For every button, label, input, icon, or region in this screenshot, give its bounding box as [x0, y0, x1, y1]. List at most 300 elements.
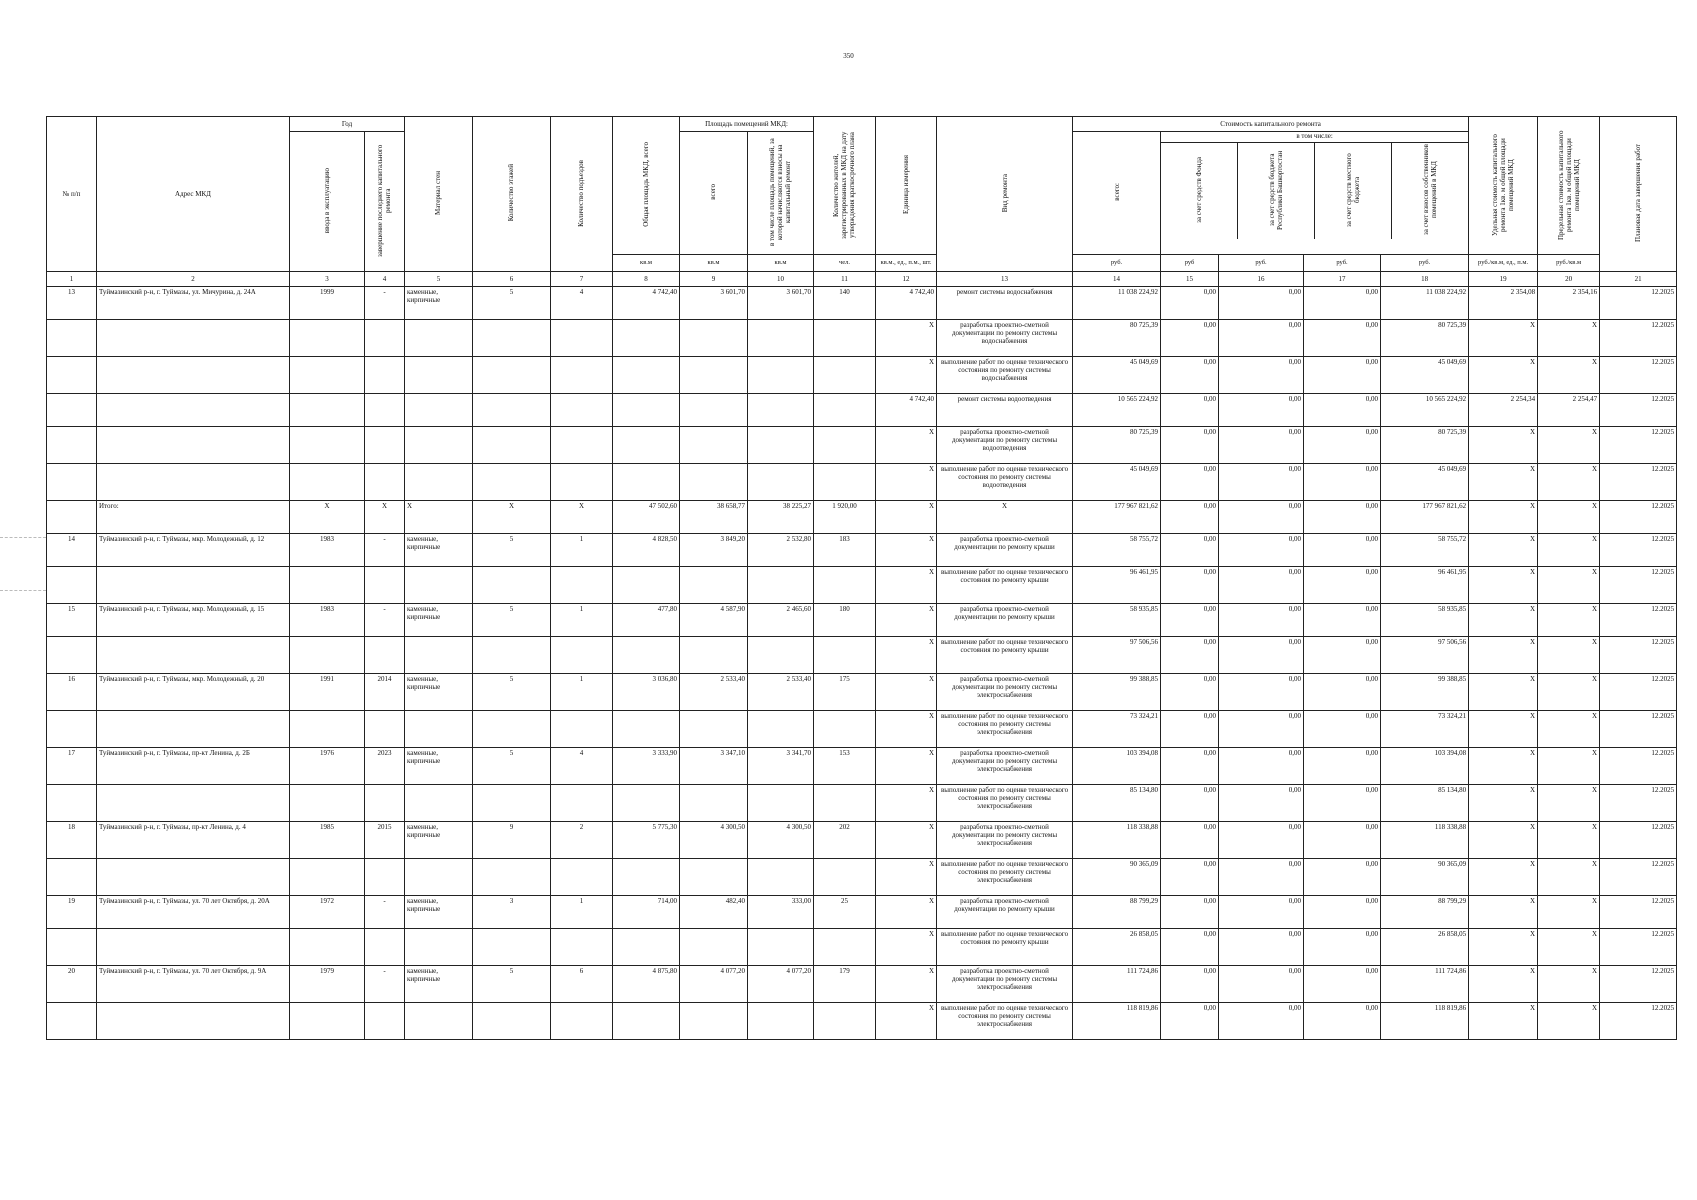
- max-cost-cell: X: [1538, 320, 1600, 357]
- entrances-cell: 1: [551, 604, 613, 637]
- cost-owners-cell: 111 724,86: [1381, 966, 1469, 1003]
- cost-local-cell: 0,00: [1304, 1003, 1381, 1040]
- header-cost-owners: за счет взносов собственников помещений в МКД: [1421, 144, 1438, 236]
- year-commission-cell: [290, 427, 365, 464]
- specific-cost-cell: X: [1469, 357, 1538, 394]
- year-last-repair-cell: [365, 357, 405, 394]
- cost-local-cell: 0,00: [1304, 501, 1381, 534]
- quantity-cell: X: [876, 320, 937, 357]
- wall-material-cell: каменные, кирпичные: [405, 287, 473, 320]
- column-number: 15: [1161, 272, 1219, 287]
- year-last-repair-cell: -: [365, 896, 405, 929]
- address-cell: Туймазинский р-н, г. Туймазы, мкр. Молодежный, д. 12: [97, 534, 290, 567]
- header-year-group: Год: [290, 117, 405, 132]
- address-cell: [97, 929, 290, 966]
- floors-cell: 3: [473, 896, 551, 929]
- quantity-cell: X: [876, 674, 937, 711]
- repair-type-cell: разработка проектно-сметной документации по ремонту системы электроснабжения: [937, 966, 1073, 1003]
- entrances-cell: 2: [551, 822, 613, 859]
- premises-total-cell: 4 077,20: [680, 966, 748, 1003]
- total-area-cell: [613, 1003, 680, 1040]
- column-number: 3: [290, 272, 365, 287]
- floors-cell: 5: [473, 966, 551, 1003]
- table-row: [47, 711, 1677, 748]
- row-number-cell: [47, 859, 97, 896]
- table-row: [47, 287, 1677, 320]
- entrances-cell: [551, 859, 613, 896]
- row-number-cell: [47, 567, 97, 604]
- year-commission-cell: [290, 859, 365, 896]
- row-number-cell: [47, 394, 97, 427]
- header-floors: Количество этажей: [473, 117, 551, 272]
- quantity-cell: X: [876, 427, 937, 464]
- quantity-cell: X: [876, 896, 937, 929]
- scan-artifact-line: [0, 590, 46, 591]
- residents-cell: [814, 357, 876, 394]
- header-wall-material: Материал стен: [405, 117, 473, 272]
- wall-material-cell: [405, 427, 473, 464]
- premises-incl-cell: 4 300,50: [748, 822, 814, 859]
- table-row: [47, 464, 1677, 501]
- column-number: 20: [1538, 272, 1600, 287]
- floors-cell: [473, 357, 551, 394]
- cost-local-cell: 0,00: [1304, 637, 1381, 674]
- address-cell: Туймазинский р-н, г. Туймазы, мкр. Молодежный, д. 15: [97, 604, 290, 637]
- cost-owners-cell: 26 858,05: [1381, 929, 1469, 966]
- cost-total-cell: 97 506,56: [1073, 637, 1161, 674]
- total-area-cell: [613, 567, 680, 604]
- wall-material-cell: [405, 357, 473, 394]
- header-cost-fund: за счет средств Фонда: [1161, 143, 1238, 239]
- header-cost-local: за счет средств местного бюджета: [1315, 143, 1392, 239]
- planned-date-cell: 12.2025: [1600, 785, 1677, 822]
- column-number: 12: [876, 272, 937, 287]
- premises-incl-cell: 3 601,70: [748, 287, 814, 320]
- repair-type-cell: выполнение работ по оценке технического состояния по ремонту крыши: [937, 567, 1073, 604]
- total-area-cell: [613, 637, 680, 674]
- row-number-cell: [47, 357, 97, 394]
- wall-material-cell: [405, 711, 473, 748]
- cost-fund-cell: 0,00: [1161, 357, 1219, 394]
- specific-cost-cell: X: [1469, 1003, 1538, 1040]
- cost-owners-cell: 103 394,08: [1381, 748, 1469, 785]
- specific-cost-cell: X: [1469, 929, 1538, 966]
- residents-cell: 183: [814, 534, 876, 567]
- entrances-cell: [551, 711, 613, 748]
- cost-local-cell: 0,00: [1304, 567, 1381, 604]
- specific-cost-cell: X: [1469, 637, 1538, 674]
- premises-incl-cell: 3 341,70: [748, 748, 814, 785]
- cost-local-cell: 0,00: [1304, 822, 1381, 859]
- quantity-cell: X: [876, 357, 937, 394]
- quantity-cell: X: [876, 464, 937, 501]
- column-number: 10: [748, 272, 814, 287]
- wall-material-cell: каменные, кирпичные: [405, 822, 473, 859]
- repair-type-cell: выполнение работ по оценке технического состояния по ремонту крыши: [937, 929, 1073, 966]
- planned-date-cell: 12.2025: [1600, 966, 1677, 1003]
- premises-incl-cell: [748, 637, 814, 674]
- premises-total-cell: 3 347,10: [680, 748, 748, 785]
- cost-local-cell: 0,00: [1304, 357, 1381, 394]
- residents-cell: 180: [814, 604, 876, 637]
- premises-total-cell: [680, 785, 748, 822]
- cost-total-cell: 90 365,09: [1073, 859, 1161, 896]
- cost-republic-cell: 0,00: [1219, 394, 1304, 427]
- max-cost-cell: X: [1538, 501, 1600, 534]
- premises-incl-cell: 2 532,80: [748, 534, 814, 567]
- max-cost-cell: X: [1538, 785, 1600, 822]
- column-number: 18: [1381, 272, 1469, 287]
- table-row: [47, 785, 1677, 822]
- table-row: [47, 1003, 1677, 1040]
- repair-type-cell: разработка проектно-сметной документации по ремонту системы электроснабжения: [937, 674, 1073, 711]
- wall-material-cell: [405, 785, 473, 822]
- address-cell: [97, 567, 290, 604]
- cost-local-cell: 0,00: [1304, 287, 1381, 320]
- cost-fund-cell: 0,00: [1161, 604, 1219, 637]
- cost-local-cell: 0,00: [1304, 320, 1381, 357]
- residents-cell: 140: [814, 287, 876, 320]
- repair-type-cell: выполнение работ по оценке технического состояния по ремонту крыши: [937, 637, 1073, 674]
- wall-material-cell: X: [405, 501, 473, 534]
- year-commission-cell: 1983: [290, 534, 365, 567]
- table-row: [47, 567, 1677, 604]
- cost-republic-cell: 0,00: [1219, 637, 1304, 674]
- cost-republic-cell: 0,00: [1219, 501, 1304, 534]
- quantity-cell: X: [876, 711, 937, 748]
- column-number: 5: [405, 272, 473, 287]
- wall-material-cell: каменные, кирпичные: [405, 674, 473, 711]
- max-cost-cell: X: [1538, 427, 1600, 464]
- premises-total-cell: 3 601,70: [680, 287, 748, 320]
- wall-material-cell: [405, 394, 473, 427]
- cost-owners-cell: 99 388,85: [1381, 674, 1469, 711]
- row-number-cell: 14: [47, 534, 97, 567]
- floors-cell: 5: [473, 287, 551, 320]
- premises-incl-cell: [748, 1003, 814, 1040]
- specific-cost-cell: X: [1469, 785, 1538, 822]
- address-cell: Итого:: [97, 501, 290, 534]
- cost-local-cell: 0,00: [1304, 394, 1381, 427]
- cost-local-cell: 0,00: [1304, 859, 1381, 896]
- premises-total-cell: [680, 929, 748, 966]
- table-row: [47, 966, 1677, 1003]
- cost-owners-cell: 118 338,88: [1381, 822, 1469, 859]
- cost-local-cell: 0,00: [1304, 534, 1381, 567]
- cost-fund-cell: 0,00: [1161, 896, 1219, 929]
- year-commission-cell: [290, 711, 365, 748]
- specific-cost-cell: X: [1469, 567, 1538, 604]
- header-repair-type: Вид ремонта: [937, 117, 1073, 272]
- floors-cell: [473, 320, 551, 357]
- wall-material-cell: [405, 929, 473, 966]
- year-commission-cell: 1976: [290, 748, 365, 785]
- total-area-cell: 3 036,80: [613, 674, 680, 711]
- cost-owners-cell: 177 967 821,62: [1381, 501, 1469, 534]
- address-cell: [97, 464, 290, 501]
- address-cell: [97, 320, 290, 357]
- premises-incl-cell: [748, 859, 814, 896]
- residents-cell: [814, 1003, 876, 1040]
- max-cost-cell: X: [1538, 966, 1600, 1003]
- repair-type-cell: разработка проектно-сметной документации по ремонту крыши: [937, 534, 1073, 567]
- repair-type-cell: разработка проектно-сметной документации по ремонту системы водоснабжения: [937, 320, 1073, 357]
- cost-local-cell: 0,00: [1304, 748, 1381, 785]
- address-cell: [97, 711, 290, 748]
- column-number: 21: [1600, 272, 1677, 287]
- year-last-repair-cell: [365, 859, 405, 896]
- max-cost-cell: X: [1538, 929, 1600, 966]
- header-specific-cost: Удельная стоимость капитального ремонта 1кв. м общей площади помещений МКД: [1469, 117, 1538, 255]
- repair-type-cell: выполнение работ по оценке технического состояния по ремонту системы электроснабжения: [937, 785, 1073, 822]
- cost-fund-cell: 0,00: [1161, 427, 1219, 464]
- table-row: [47, 748, 1677, 785]
- year-commission-cell: X: [290, 501, 365, 534]
- cost-fund-cell: 0,00: [1161, 534, 1219, 567]
- row-number-cell: [47, 320, 97, 357]
- year-commission-cell: [290, 1003, 365, 1040]
- max-cost-cell: 2 354,16: [1538, 287, 1600, 320]
- address-cell: Туймазинский р-н, г. Туймазы, пр-кт Ленина, д. 4: [97, 822, 290, 859]
- repair-type-cell: разработка проектно-сметной документации по ремонту крыши: [937, 604, 1073, 637]
- entrances-cell: [551, 637, 613, 674]
- floors-cell: [473, 637, 551, 674]
- residents-cell: [814, 394, 876, 427]
- cost-republic-cell: 0,00: [1219, 711, 1304, 748]
- residents-cell: [814, 711, 876, 748]
- entrances-cell: 6: [551, 966, 613, 1003]
- premises-total-cell: [680, 859, 748, 896]
- column-number: 13: [937, 272, 1073, 287]
- header-planned-date: Плановая дата завершения работ: [1600, 117, 1677, 272]
- table-row: [47, 822, 1677, 859]
- address-cell: [97, 637, 290, 674]
- cost-total-cell: 118 338,88: [1073, 822, 1161, 859]
- specific-cost-cell: X: [1469, 427, 1538, 464]
- residents-cell: [814, 785, 876, 822]
- repair-type-cell: X: [937, 501, 1073, 534]
- entrances-cell: [551, 567, 613, 604]
- cost-fund-cell: 0,00: [1161, 287, 1219, 320]
- cost-owners-cell: 97 506,56: [1381, 637, 1469, 674]
- premises-total-cell: 4 300,50: [680, 822, 748, 859]
- quantity-cell: 4 742,40: [876, 287, 937, 320]
- header-year-last-repair: завершение последнего капитального ремонта: [365, 132, 405, 272]
- scan-artifact-line: [0, 537, 46, 538]
- row-number-cell: [47, 1003, 97, 1040]
- row-number-cell: [47, 501, 97, 534]
- cost-republic-cell: 0,00: [1219, 859, 1304, 896]
- header-residents: Количество жителей, зарегистрированных в МКД на дату утверждения краткосрочного плана: [814, 117, 876, 255]
- cost-owners-cell: 73 324,21: [1381, 711, 1469, 748]
- column-number: 11: [814, 272, 876, 287]
- table-row: [47, 427, 1677, 464]
- entrances-cell: 1: [551, 534, 613, 567]
- cost-fund-cell: 0,00: [1161, 966, 1219, 1003]
- total-area-cell: 5 775,30: [613, 822, 680, 859]
- address-cell: [97, 785, 290, 822]
- cost-local-cell: 0,00: [1304, 929, 1381, 966]
- planned-date-cell: 12.2025: [1600, 822, 1677, 859]
- column-number: 8: [613, 272, 680, 287]
- cost-republic-cell: 0,00: [1219, 320, 1304, 357]
- column-number: 14: [1073, 272, 1161, 287]
- premises-total-cell: [680, 1003, 748, 1040]
- cost-fund-cell: 0,00: [1161, 501, 1219, 534]
- floors-cell: [473, 394, 551, 427]
- cost-fund-cell: 0,00: [1161, 320, 1219, 357]
- row-number-cell: [47, 929, 97, 966]
- year-last-repair-cell: [365, 785, 405, 822]
- year-commission-cell: [290, 785, 365, 822]
- entrances-cell: [551, 1003, 613, 1040]
- header-premises-incl: в том числе площадь помещений, за которой начисляются взносы на капитальный ремонт: [748, 132, 814, 255]
- premises-incl-cell: [748, 464, 814, 501]
- cost-local-cell: 0,00: [1304, 785, 1381, 822]
- cost-republic-cell: 0,00: [1219, 748, 1304, 785]
- cost-owners-cell: 80 725,39: [1381, 320, 1469, 357]
- cost-owners-cell: 58 755,72: [1381, 534, 1469, 567]
- specific-cost-cell: 2 254,34: [1469, 394, 1538, 427]
- residents-cell: [814, 567, 876, 604]
- max-cost-cell: X: [1538, 1003, 1600, 1040]
- planned-date-cell: 12.2025: [1600, 748, 1677, 785]
- repair-type-cell: выполнение работ по оценке технического состояния по ремонту системы водоотведения: [937, 464, 1073, 501]
- planned-date-cell: 12.2025: [1600, 859, 1677, 896]
- total-area-cell: 4 875,80: [613, 966, 680, 1003]
- row-number-cell: 18: [47, 822, 97, 859]
- header-cost-total: всего:: [1073, 132, 1161, 255]
- row-number-cell: 16: [47, 674, 97, 711]
- entrances-cell: [551, 929, 613, 966]
- table-row: [47, 604, 1677, 637]
- cost-fund-cell: 0,00: [1161, 929, 1219, 966]
- total-area-cell: [613, 711, 680, 748]
- cost-fund-cell: 0,00: [1161, 567, 1219, 604]
- row-number-cell: [47, 637, 97, 674]
- planned-date-cell: 12.2025: [1600, 674, 1677, 711]
- cost-total-cell: 73 324,21: [1073, 711, 1161, 748]
- column-number: 17: [1304, 272, 1381, 287]
- premises-incl-cell: [748, 567, 814, 604]
- planned-date-cell: 12.2025: [1600, 394, 1677, 427]
- entrances-cell: 4: [551, 748, 613, 785]
- year-commission-cell: 1991: [290, 674, 365, 711]
- cost-owners-cell: 45 049,69: [1381, 357, 1469, 394]
- column-number: 2: [97, 272, 290, 287]
- cost-republic-cell: 0,00: [1219, 674, 1304, 711]
- year-last-repair-cell: X: [365, 501, 405, 534]
- max-cost-cell: X: [1538, 637, 1600, 674]
- cost-republic-cell: 0,00: [1219, 604, 1304, 637]
- header-units: Единица измерения: [876, 117, 937, 255]
- cost-owners-cell: 88 799,29: [1381, 896, 1469, 929]
- cost-total-cell: 177 967 821,62: [1073, 501, 1161, 534]
- column-number: 19: [1469, 272, 1538, 287]
- address-cell: [97, 1003, 290, 1040]
- floors-cell: 5: [473, 748, 551, 785]
- year-commission-cell: 1999: [290, 287, 365, 320]
- specific-cost-cell: X: [1469, 748, 1538, 785]
- cost-local-cell: 0,00: [1304, 464, 1381, 501]
- max-cost-cell: X: [1538, 822, 1600, 859]
- entrances-cell: [551, 464, 613, 501]
- year-commission-cell: 1979: [290, 966, 365, 1003]
- floors-cell: [473, 785, 551, 822]
- repair-type-cell: разработка проектно-сметной документации по ремонту системы электроснабжения: [937, 822, 1073, 859]
- premises-incl-cell: 2 465,60: [748, 604, 814, 637]
- cost-total-cell: 80 725,39: [1073, 320, 1161, 357]
- max-cost-cell: X: [1538, 859, 1600, 896]
- total-row: [47, 501, 1677, 534]
- address-cell: Туймазинский р-н, г. Туймазы, мкр. Молодежный, д. 20: [97, 674, 290, 711]
- specific-cost-cell: X: [1469, 822, 1538, 859]
- floors-cell: 5: [473, 534, 551, 567]
- year-last-repair-cell: -: [365, 287, 405, 320]
- year-last-repair-cell: [365, 711, 405, 748]
- total-area-cell: [613, 320, 680, 357]
- entrances-cell: [551, 320, 613, 357]
- repair-type-cell: выполнение работ по оценке технического состояния по ремонту системы электроснабжения: [937, 859, 1073, 896]
- wall-material-cell: [405, 464, 473, 501]
- planned-date-cell: 12.2025: [1600, 501, 1677, 534]
- premises-incl-cell: [748, 320, 814, 357]
- wall-material-cell: [405, 637, 473, 674]
- repair-type-cell: ремонт системы водоснабжения: [937, 287, 1073, 320]
- planned-date-cell: 12.2025: [1600, 567, 1677, 604]
- residents-cell: [814, 637, 876, 674]
- repair-type-cell: разработка проектно-сметной документации по ремонту системы электроснабжения: [937, 748, 1073, 785]
- cost-republic-cell: 0,00: [1219, 287, 1304, 320]
- total-area-cell: 47 502,60: [613, 501, 680, 534]
- wall-material-cell: каменные, кирпичные: [405, 604, 473, 637]
- floors-cell: [473, 929, 551, 966]
- max-cost-cell: X: [1538, 604, 1600, 637]
- residents-cell: 153: [814, 748, 876, 785]
- planned-date-cell: 12.2025: [1600, 896, 1677, 929]
- cost-fund-cell: 0,00: [1161, 711, 1219, 748]
- entrances-cell: 4: [551, 287, 613, 320]
- repair-type-cell: разработка проектно-сметной документации по ремонту системы водоотведения: [937, 427, 1073, 464]
- table-row: [47, 674, 1677, 711]
- entrances-cell: 1: [551, 896, 613, 929]
- planned-date-cell: 12.2025: [1600, 427, 1677, 464]
- planned-date-cell: 12.2025: [1600, 357, 1677, 394]
- header-max-cost: Предельная стоимость капитального ремонта 1кв. м общей площади помещений МКД: [1538, 117, 1600, 255]
- cost-total-cell: 118 819,86: [1073, 1003, 1161, 1040]
- cost-fund-cell: 0,00: [1161, 859, 1219, 896]
- specific-cost-cell: 2 354,08: [1469, 287, 1538, 320]
- address-cell: Туймазинский р-н, г. Туймазы, пр-кт Ленина, д. 2Б: [97, 748, 290, 785]
- cost-owners-cell: 80 725,39: [1381, 427, 1469, 464]
- quantity-cell: X: [876, 929, 937, 966]
- header-premises-group: Площадь помещений МКД:: [680, 117, 814, 132]
- year-last-repair-cell: [365, 1003, 405, 1040]
- premises-total-cell: [680, 427, 748, 464]
- cost-owners-cell: 11 038 224,92: [1381, 287, 1469, 320]
- row-number-cell: [47, 785, 97, 822]
- cost-local-cell: 0,00: [1304, 674, 1381, 711]
- cost-total-cell: 88 799,29: [1073, 896, 1161, 929]
- planned-date-cell: 12.2025: [1600, 1003, 1677, 1040]
- cost-total-cell: 11 038 224,92: [1073, 287, 1161, 320]
- header-year-commission: ввода в эксплуатацию: [290, 132, 365, 272]
- year-commission-cell: 1972: [290, 896, 365, 929]
- residents-cell: [814, 929, 876, 966]
- table-row: [47, 394, 1677, 427]
- header-no: № п/п: [47, 117, 97, 272]
- table-row: [47, 320, 1677, 357]
